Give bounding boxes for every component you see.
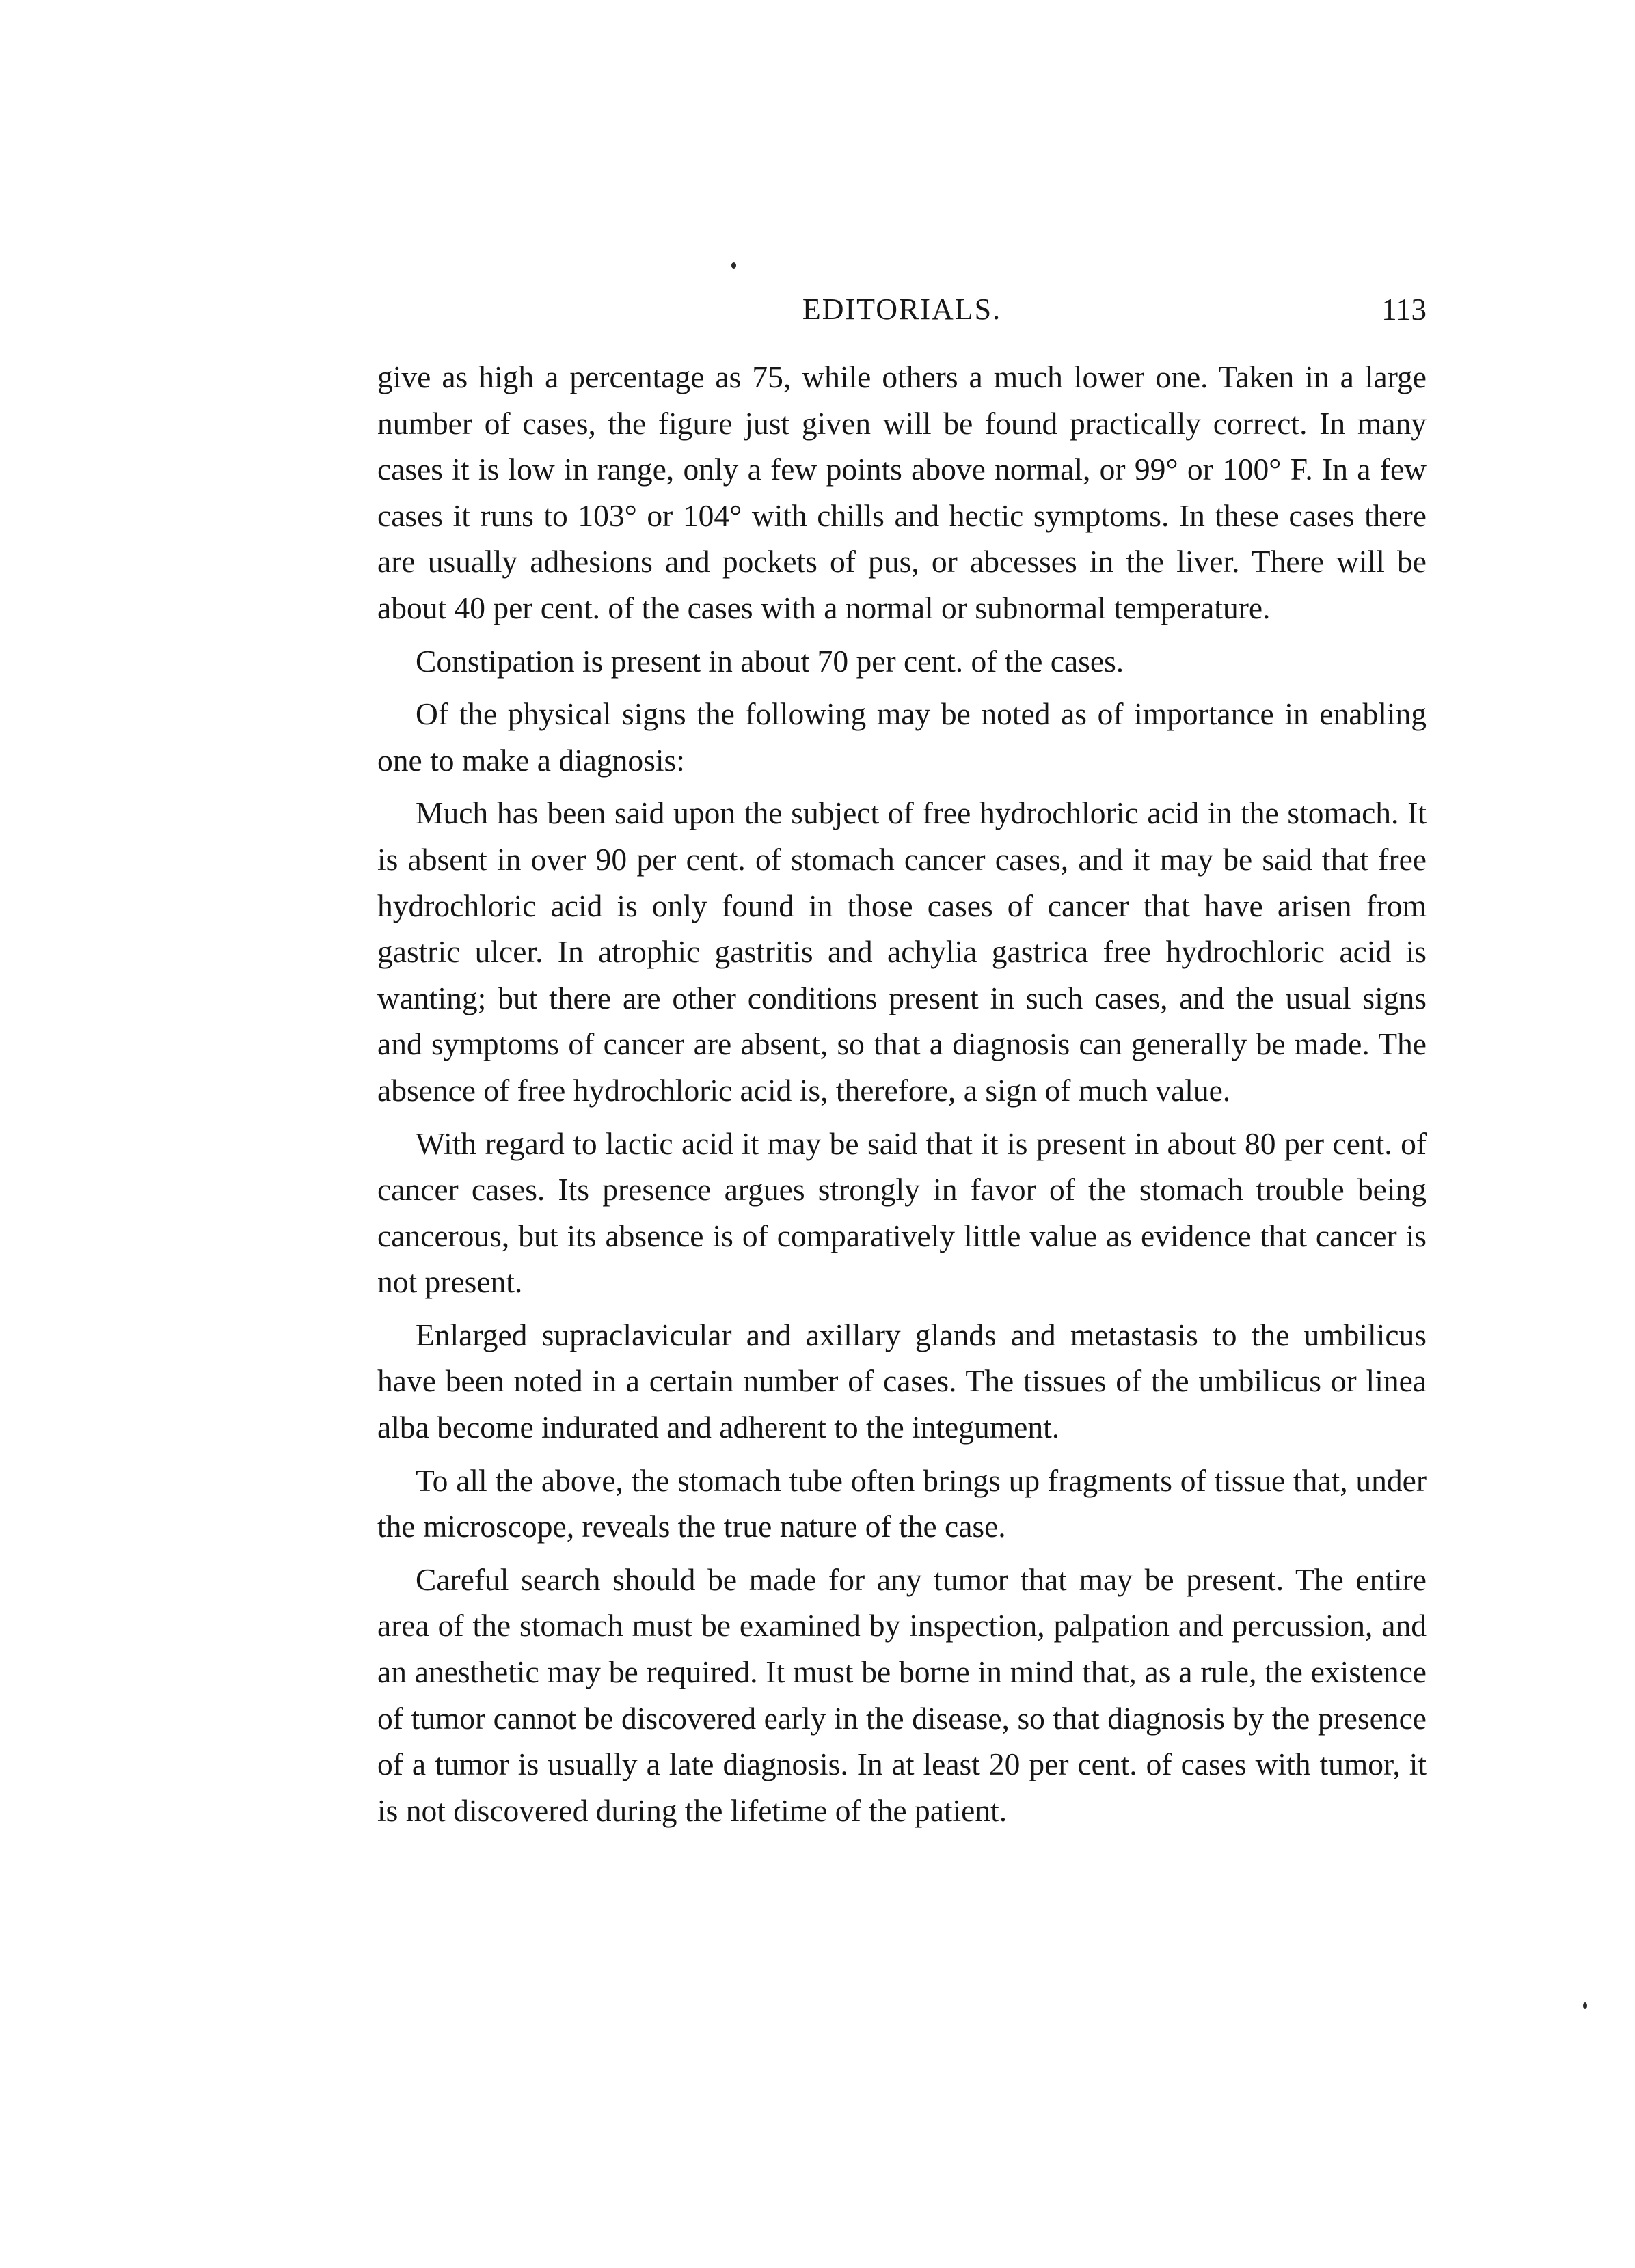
paragraph-enlarged-glands: Enlarged supraclavicular and axillary glands and metastasis to the umbilicus have been noted in a certain number of cases. The tissues of the umbilicus or linea alba become indurated and adherent to the integument. [377,1317,1427,1445]
paragraph-constipation: Constipation is present in about 70 per cent. of the cases. [416,643,1124,679]
body-text [377,354,1427,1840]
page-header [377,286,1427,333]
paragraph-physical-signs: Of the physical signs the following may be noted as of importance in enabling one to make a diagnosis: [377,696,1427,778]
print-speck-margin [1583,2002,1587,2009]
paragraph-tumor-search: Careful search should be made for any tumor that may be present. The entire area of the stomach must be examined by inspection, palpation and percussion, and an anesthetic may be required. It must be borne in mind that, as a rule, the existence of tumor cannot be discovered early in the disease, so that diagnosis by the presence of a tumor is usually a late diagnosis. In at least 20 per cent. of cases with tumor, it is not discovered during the lifetime of the patient. [377,1561,1427,1828]
paragraph-lactic-acid: With regard to lactic acid it may be said that it is present in about 80 per cent. of cancer cases. Its presence argues strongly in favor of the stomach trouble being cancerous, but its absence is of comparatively little value as evidence that cancer is not present. [377,1125,1427,1300]
print-speck-top [731,262,736,269]
paragraph-stomach-tube: To all the above, the stomach tube often brings up fragments of tissue that, under the microscope, reveals the true nature of the case. [377,1462,1427,1544]
paragraph-fever-continuation: give as high a percentage as 75, while others a much lower one. Taken in a large number of cases, the figure just given will be found practically correct. In many cases it is low in range, only a few points above normal, or 99° or 100° F. In a few cases it runs to 103° or 104° with chills and hectic symptoms. In these cases there are usually adhesions and pockets of pus, or abcesses in the liver. There will be about 40 per cent. of the cases with a normal or subnormal temperature. [377,359,1427,625]
page-number: 113 [1381,292,1427,327]
running-head: EDITORIALS. [802,292,1002,326]
paragraph-hydrochloric-acid: Much has been said upon the subject of free hydrochloric acid in the stomach. It is absent in over 90 per cent. of stomach cancer cases, and it may be said that free hydrochloric acid is only found in those cases of cancer that have arisen from gastric ulcer. In atrophic gastritis and achylia gastrica free hydrochloric acid is wanting; but there are other conditions present in such cases, and the usual signs and symptoms of cancer are absent, so that a diagnosis can generally be made. The absence of free hydrochloric acid is, therefore, a sign of much value. [377,795,1427,1108]
